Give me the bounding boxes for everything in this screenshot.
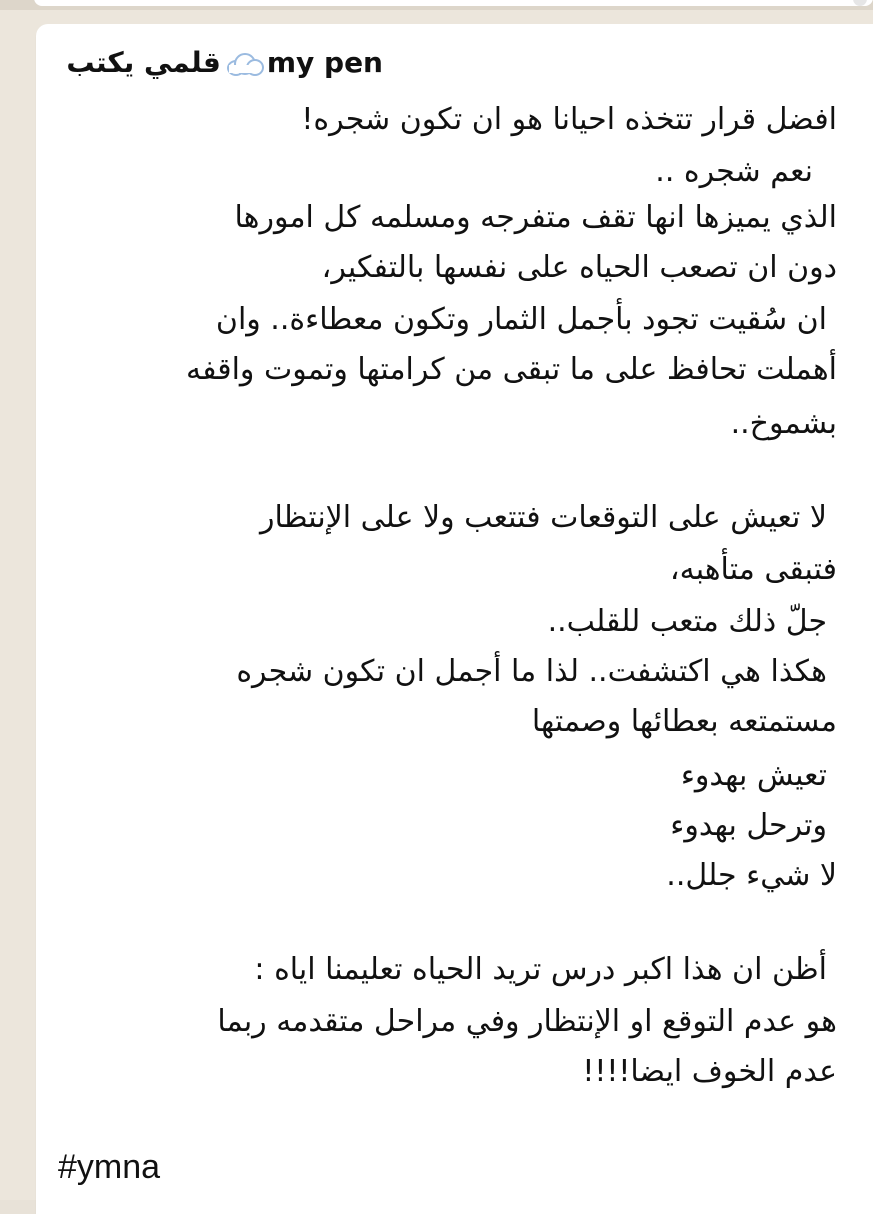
message-line: فتبقى متأهبه، [669,552,837,587]
cloud-icon [225,52,263,74]
message-menu-icon[interactable] [853,0,867,6]
message-line: لا تعيش على التوقعات فتتعب ولا على الإنتظار [260,500,827,535]
message-line: وترحل بهدوء [670,808,827,843]
message-line: هكذا هي اكتشفت.. لذا ما أجمل ان تكون شجره [236,654,827,689]
previous-message-bubble[interactable] [34,0,873,6]
message-line: تعيش بهدوء [680,758,827,793]
sender-arabic-name: قلمي يكتب [66,46,221,79]
sender-latin-name: my pen [266,46,383,79]
message-line: دون ان تصعب الحياه على نفسها بالتفكير، [321,250,837,285]
message-line: مستمتعه بعطائها وصمتها [531,704,837,739]
message-line: أهملت تحافظ على ما تبقى من كرامتها وتموت واقفه [186,352,837,387]
message-line: لا شيء جلل.. [666,858,837,893]
message-line: جلّ ذلك متعب للقلب.. [547,604,827,639]
message-line: ان سُقيت تجود بأجمل الثمار وتكون معطاءة.. وان [215,302,827,337]
message-line: نعم شجره .. [655,154,813,189]
hashtag-link[interactable]: #ymna [58,1148,161,1186]
message-line: الذي يميزها انها تقف متفرجه ومسلمه كل امورها [234,200,837,235]
message-line: هو عدم التوقع او الإنتظار وفي مراحل متقدمه ربما [217,1004,837,1039]
message-line: افضل قرار تتخذه احيانا هو ان تكون شجره! [301,102,837,137]
message-line: بشموخ.. [730,406,837,441]
message-line: عدم الخوف ايضا!!!! [582,1054,837,1089]
message-sender[interactable] [66,46,383,79]
message-line: أظن ان هذا اكبر درس تريد الحياه تعليمنا اياه : [254,952,827,987]
